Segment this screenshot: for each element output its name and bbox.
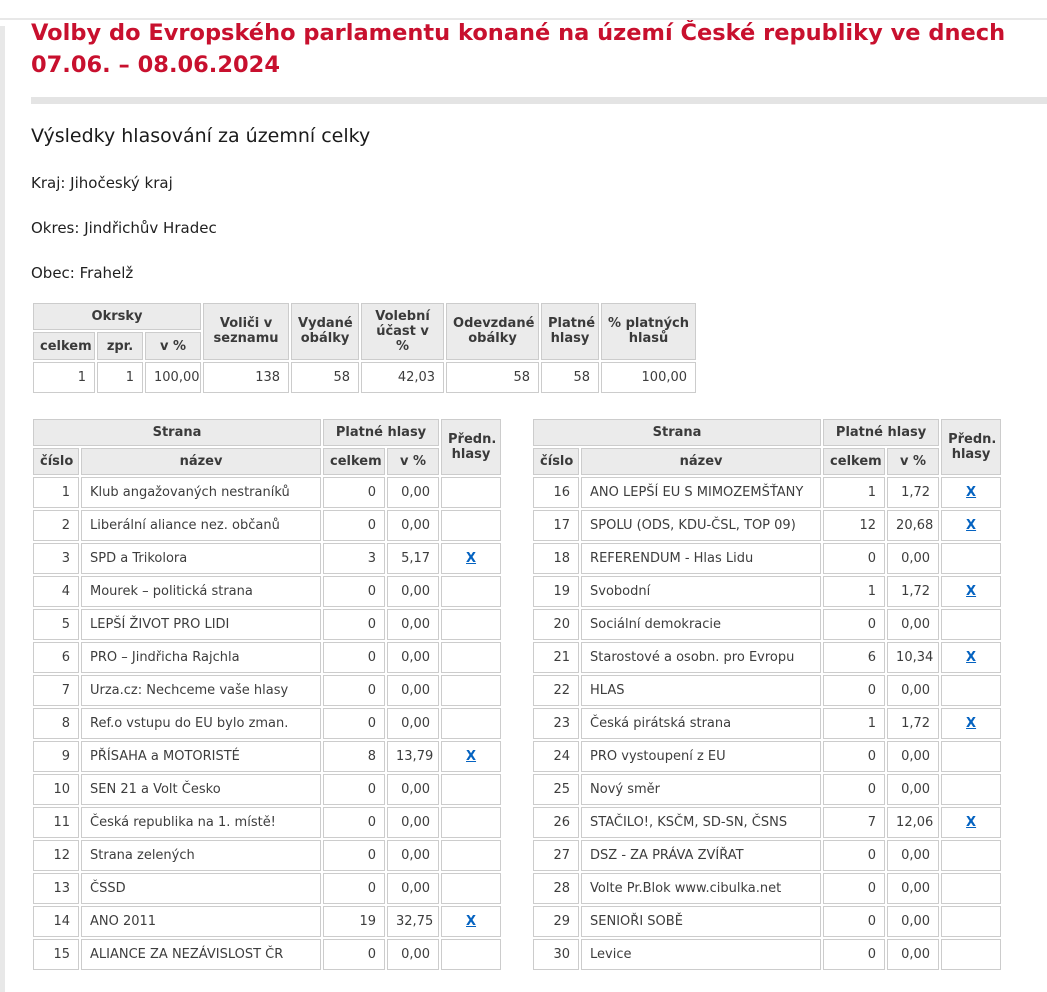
- party-votes-total: 0: [323, 774, 385, 805]
- col-header-platne-hlasy: Platné hlasy: [541, 303, 599, 360]
- party-votes-percent: 0,00: [387, 477, 439, 508]
- party-number: 2: [33, 510, 79, 541]
- party-name: STAČILO!, KSČM, SD-SN, ČSNS: [581, 807, 821, 838]
- district-label: Okres: Jindřichův Hradec: [31, 218, 217, 237]
- turnout-summary-table: [31, 301, 698, 395]
- party-pref-votes-cell: [941, 708, 1001, 739]
- party-pref-votes-cell: [441, 576, 501, 607]
- party-votes-percent: 0,00: [387, 840, 439, 871]
- window-left-edge: [0, 26, 5, 992]
- party-row: [33, 840, 501, 871]
- party-name: Urza.cz: Nechceme vaše hlasy: [81, 675, 321, 706]
- col-header-nazev: název: [81, 448, 321, 475]
- party-votes-total: 7: [823, 807, 885, 838]
- party-pref-votes-cell: [441, 543, 501, 574]
- party-votes-total: 0: [323, 675, 385, 706]
- party-number: 21: [533, 642, 579, 673]
- col-header-okrsky-celkem: celkem: [33, 332, 95, 360]
- party-pref-votes-cell: [441, 609, 501, 640]
- party-pref-votes-cell: [941, 576, 1001, 607]
- party-name: Klub angažovaných nestraníků: [81, 477, 321, 508]
- party-row: [33, 906, 501, 937]
- party-votes-total: 0: [823, 741, 885, 772]
- party-name: SPOLU (ODS, KDU-ČSL, TOP 09): [581, 510, 821, 541]
- party-votes-total: 0: [323, 609, 385, 640]
- party-number: 27: [533, 840, 579, 871]
- party-name: SPD a Trikolora: [81, 543, 321, 574]
- party-votes-percent: 0,00: [887, 741, 939, 772]
- party-pref-votes-cell: [941, 840, 1001, 871]
- party-pref-votes-cell: [941, 543, 1001, 574]
- party-row: [533, 477, 1001, 508]
- party-row: [33, 741, 501, 772]
- party-row: [533, 807, 1001, 838]
- party-name: Česká pirátská strana: [581, 708, 821, 739]
- party-votes-percent: 5,17: [387, 543, 439, 574]
- party-name: ANO LEPŠÍ EU S MIMOZEMŠŤANY: [581, 477, 821, 508]
- party-votes-percent: 0,00: [887, 840, 939, 871]
- party-row: [533, 840, 1001, 871]
- party-votes-total: 19: [323, 906, 385, 937]
- party-number: 23: [533, 708, 579, 739]
- party-name: SENIOŘI SOBĚ: [581, 906, 821, 937]
- party-name: PRO vystoupení z EU: [581, 741, 821, 772]
- col-header-v-pct: v %: [387, 448, 439, 475]
- party-number: 22: [533, 675, 579, 706]
- party-name: LEPŠÍ ŽIVOT PRO LIDI: [81, 609, 321, 640]
- party-votes-percent: 12,06: [887, 807, 939, 838]
- preferential-votes-link[interactable]: X: [966, 649, 977, 665]
- party-row: [33, 477, 501, 508]
- party-pref-votes-cell: [941, 807, 1001, 838]
- party-name: Starostové a osobn. pro Evropu: [581, 642, 821, 673]
- party-votes-percent: 1,72: [887, 576, 939, 607]
- preferential-votes-link[interactable]: X: [966, 484, 977, 500]
- party-pref-votes-cell: [941, 642, 1001, 673]
- party-number: 5: [33, 609, 79, 640]
- party-row: [533, 576, 1001, 607]
- col-header-nazev: název: [581, 448, 821, 475]
- party-votes-total: 0: [323, 708, 385, 739]
- col-header-platne-hlasy: Platné hlasy: [323, 419, 439, 446]
- party-name: ANO 2011: [81, 906, 321, 937]
- party-votes-percent: 32,75: [387, 906, 439, 937]
- col-header-okrsky-pct: v %: [145, 332, 201, 360]
- party-votes-percent: 0,00: [387, 873, 439, 904]
- col-header-cislo: číslo: [533, 448, 579, 475]
- party-pref-votes-cell: [441, 774, 501, 805]
- party-votes-percent: 0,00: [387, 510, 439, 541]
- party-row: [33, 609, 501, 640]
- value-okrsky-zpr: 1: [97, 362, 143, 393]
- party-number: 4: [33, 576, 79, 607]
- party-votes-total: 0: [323, 807, 385, 838]
- party-number: 20: [533, 609, 579, 640]
- party-name: ČSSD: [81, 873, 321, 904]
- party-pref-votes-cell: [941, 675, 1001, 706]
- party-votes-total: 1: [823, 477, 885, 508]
- party-row: [33, 873, 501, 904]
- party-name: SEN 21 a Volt Česko: [81, 774, 321, 805]
- window-top-edge: [0, 18, 1047, 20]
- party-number: 7: [33, 675, 79, 706]
- party-name: Strana zelených: [81, 840, 321, 871]
- party-votes-total: 1: [823, 576, 885, 607]
- preferential-votes-link[interactable]: X: [466, 550, 477, 566]
- party-pref-votes-cell: [441, 708, 501, 739]
- party-pref-votes-cell: [441, 741, 501, 772]
- party-votes-percent: 1,72: [887, 708, 939, 739]
- party-votes-percent: 0,00: [887, 939, 939, 970]
- party-name: Sociální demokracie: [581, 609, 821, 640]
- party-row: [533, 642, 1001, 673]
- party-row: [33, 807, 501, 838]
- results-subtitle: Výsledky hlasování za územní celky: [31, 124, 371, 147]
- party-votes-total: 0: [323, 873, 385, 904]
- col-header-vydane-obalky: Vydané obálky: [291, 303, 359, 360]
- party-number: 16: [533, 477, 579, 508]
- party-row: [533, 873, 1001, 904]
- party-name: Česká republika na 1. místě!: [81, 807, 321, 838]
- party-number: 13: [33, 873, 79, 904]
- party-pref-votes-cell: [441, 477, 501, 508]
- preferential-votes-link[interactable]: X: [966, 814, 977, 830]
- party-row: [533, 510, 1001, 541]
- page-content: [31, 18, 1047, 972]
- party-number: 24: [533, 741, 579, 772]
- party-votes-total: 0: [823, 873, 885, 904]
- party-votes-percent: 0,00: [387, 807, 439, 838]
- party-votes-percent: 0,00: [387, 939, 439, 970]
- party-number: 10: [33, 774, 79, 805]
- party-number: 11: [33, 807, 79, 838]
- party-votes-percent: 0,00: [887, 774, 939, 805]
- value-odevzdane-obalky: 58: [446, 362, 539, 393]
- party-votes-total: 1: [823, 708, 885, 739]
- party-votes-total: 0: [823, 906, 885, 937]
- party-number: 30: [533, 939, 579, 970]
- col-header-volici: Voliči v seznamu: [203, 303, 289, 360]
- party-votes-percent: 0,00: [887, 675, 939, 706]
- party-votes-percent: 0,00: [887, 906, 939, 937]
- region-label: Kraj: Jihočeský kraj: [31, 173, 173, 192]
- value-pct-platnych: 100,00: [601, 362, 696, 393]
- party-row: [533, 675, 1001, 706]
- party-results-tables: [31, 417, 1047, 972]
- party-number: 18: [533, 543, 579, 574]
- party-number: 3: [33, 543, 79, 574]
- party-number: 17: [533, 510, 579, 541]
- party-pref-votes-cell: [941, 906, 1001, 937]
- party-votes-total: 0: [323, 939, 385, 970]
- turnout-summary-row: [33, 362, 696, 393]
- value-volici: 138: [203, 362, 289, 393]
- col-header-predn-hlasy: Předn. hlasy: [941, 419, 1001, 475]
- col-header-celkem: celkem: [323, 448, 385, 475]
- party-name: Svobodní: [581, 576, 821, 607]
- municipality-label: Obec: Frahelž: [31, 263, 134, 282]
- party-pref-votes-cell: [441, 510, 501, 541]
- party-number: 25: [533, 774, 579, 805]
- party-row: [533, 774, 1001, 805]
- value-vydane-obalky: 58: [291, 362, 359, 393]
- party-votes-percent: 0,00: [387, 774, 439, 805]
- party-name: Volte Pr.Blok www.cibulka.net: [581, 873, 821, 904]
- party-number: 15: [33, 939, 79, 970]
- col-header-pct-platnych: % platných hlasů: [601, 303, 696, 360]
- party-row: [33, 675, 501, 706]
- party-number: 29: [533, 906, 579, 937]
- party-votes-percent: 0,00: [387, 708, 439, 739]
- party-votes-total: 8: [323, 741, 385, 772]
- party-votes-percent: 20,68: [887, 510, 939, 541]
- party-votes-percent: 1,72: [887, 477, 939, 508]
- party-number: 14: [33, 906, 79, 937]
- value-okrsky-pct: 100,00: [145, 362, 201, 393]
- party-pref-votes-cell: [441, 642, 501, 673]
- party-number: 12: [33, 840, 79, 871]
- party-votes-percent: 10,34: [887, 642, 939, 673]
- col-header-odevzdane-obalky: Odevzdané obálky: [446, 303, 539, 360]
- party-row: [33, 774, 501, 805]
- party-votes-total: 0: [323, 477, 385, 508]
- party-pref-votes-cell: [441, 675, 501, 706]
- col-header-v-pct: v %: [887, 448, 939, 475]
- party-votes-total: 0: [823, 840, 885, 871]
- col-header-celkem: celkem: [823, 448, 885, 475]
- party-votes-percent: 0,00: [387, 675, 439, 706]
- party-name: PRO – Jindřicha Rajchla: [81, 642, 321, 673]
- party-name: Liberální aliance nez. občanů: [81, 510, 321, 541]
- party-row: [33, 708, 501, 739]
- col-header-okrsky-zpr: zpr.: [97, 332, 143, 360]
- party-votes-total: 0: [823, 675, 885, 706]
- party-row: [33, 543, 501, 574]
- col-header-okrsky: Okrsky: [33, 303, 201, 331]
- party-number: 28: [533, 873, 579, 904]
- party-votes-percent: 0,00: [887, 543, 939, 574]
- party-row: [533, 708, 1001, 739]
- col-header-strana: Strana: [533, 419, 821, 446]
- party-pref-votes-cell: [441, 906, 501, 937]
- party-name: HLAS: [581, 675, 821, 706]
- party-number: 26: [533, 807, 579, 838]
- party-votes-percent: 0,00: [887, 873, 939, 904]
- preferential-votes-link[interactable]: X: [966, 583, 977, 599]
- preferential-votes-link[interactable]: X: [966, 715, 977, 731]
- party-votes-total: 3: [323, 543, 385, 574]
- party-results-table-right: [531, 417, 1003, 972]
- party-pref-votes-cell: [441, 807, 501, 838]
- preferential-votes-link[interactable]: X: [466, 913, 477, 929]
- party-votes-percent: 0,00: [387, 609, 439, 640]
- party-row: [533, 609, 1001, 640]
- title-divider: [31, 97, 1047, 104]
- col-header-strana: Strana: [33, 419, 321, 446]
- value-platne-hlasy: 58: [541, 362, 599, 393]
- party-votes-percent: 0,00: [387, 642, 439, 673]
- party-row: [33, 642, 501, 673]
- party-votes-total: 0: [323, 840, 385, 871]
- preferential-votes-link[interactable]: X: [966, 517, 977, 533]
- party-name: Nový směr: [581, 774, 821, 805]
- party-name: PŘÍSAHA a MOTORISTÉ: [81, 741, 321, 772]
- party-pref-votes-cell: [941, 939, 1001, 970]
- col-header-cislo: číslo: [33, 448, 79, 475]
- party-pref-votes-cell: [441, 873, 501, 904]
- party-pref-votes-cell: [941, 741, 1001, 772]
- party-pref-votes-cell: [441, 840, 501, 871]
- party-votes-total: 0: [323, 642, 385, 673]
- party-number: 19: [533, 576, 579, 607]
- party-name: DSZ - ZA PRÁVA ZVÍŘAT: [581, 840, 821, 871]
- party-votes-total: 0: [323, 510, 385, 541]
- party-votes-total: 0: [823, 543, 885, 574]
- col-header-volebni-ucast: Volební účast v %: [361, 303, 444, 360]
- party-row: [533, 939, 1001, 970]
- value-okrsky-celkem: 1: [33, 362, 95, 393]
- party-pref-votes-cell: [941, 609, 1001, 640]
- party-name: Ref.o vstupu do EU bylo zman.: [81, 708, 321, 739]
- party-pref-votes-cell: [441, 939, 501, 970]
- col-header-predn-hlasy: Předn. hlasy: [441, 419, 501, 475]
- col-header-platne-hlasy: Platné hlasy: [823, 419, 939, 446]
- party-row: [33, 576, 501, 607]
- party-votes-percent: 0,00: [887, 609, 939, 640]
- value-volebni-ucast: 42,03: [361, 362, 444, 393]
- party-votes-percent: 13,79: [387, 741, 439, 772]
- party-row: [533, 741, 1001, 772]
- party-votes-total: 0: [823, 939, 885, 970]
- party-name: Levice: [581, 939, 821, 970]
- party-pref-votes-cell: [941, 510, 1001, 541]
- party-number: 9: [33, 741, 79, 772]
- party-row: [533, 906, 1001, 937]
- party-votes-total: 12: [823, 510, 885, 541]
- party-name: Mourek – politická strana: [81, 576, 321, 607]
- party-name: REFERENDUM - Hlas Lidu: [581, 543, 821, 574]
- party-votes-total: 0: [323, 576, 385, 607]
- page-title: Volby do Evropského parlamentu konané na území České republiky ve dnech 07.06. – 08.06.2024: [31, 20, 1006, 78]
- party-number: 8: [33, 708, 79, 739]
- preferential-votes-link[interactable]: X: [466, 748, 477, 764]
- party-votes-total: 6: [823, 642, 885, 673]
- party-pref-votes-cell: [941, 477, 1001, 508]
- party-row: [33, 510, 501, 541]
- party-name: ALIANCE ZA NEZÁVISLOST ČR: [81, 939, 321, 970]
- party-number: 6: [33, 642, 79, 673]
- party-number: 1: [33, 477, 79, 508]
- party-results-table-left: [31, 417, 503, 972]
- party-votes-percent: 0,00: [387, 576, 439, 607]
- party-row: [533, 543, 1001, 574]
- party-row: [33, 939, 501, 970]
- party-pref-votes-cell: [941, 774, 1001, 805]
- party-votes-total: 0: [823, 774, 885, 805]
- party-votes-total: 0: [823, 609, 885, 640]
- party-pref-votes-cell: [941, 873, 1001, 904]
